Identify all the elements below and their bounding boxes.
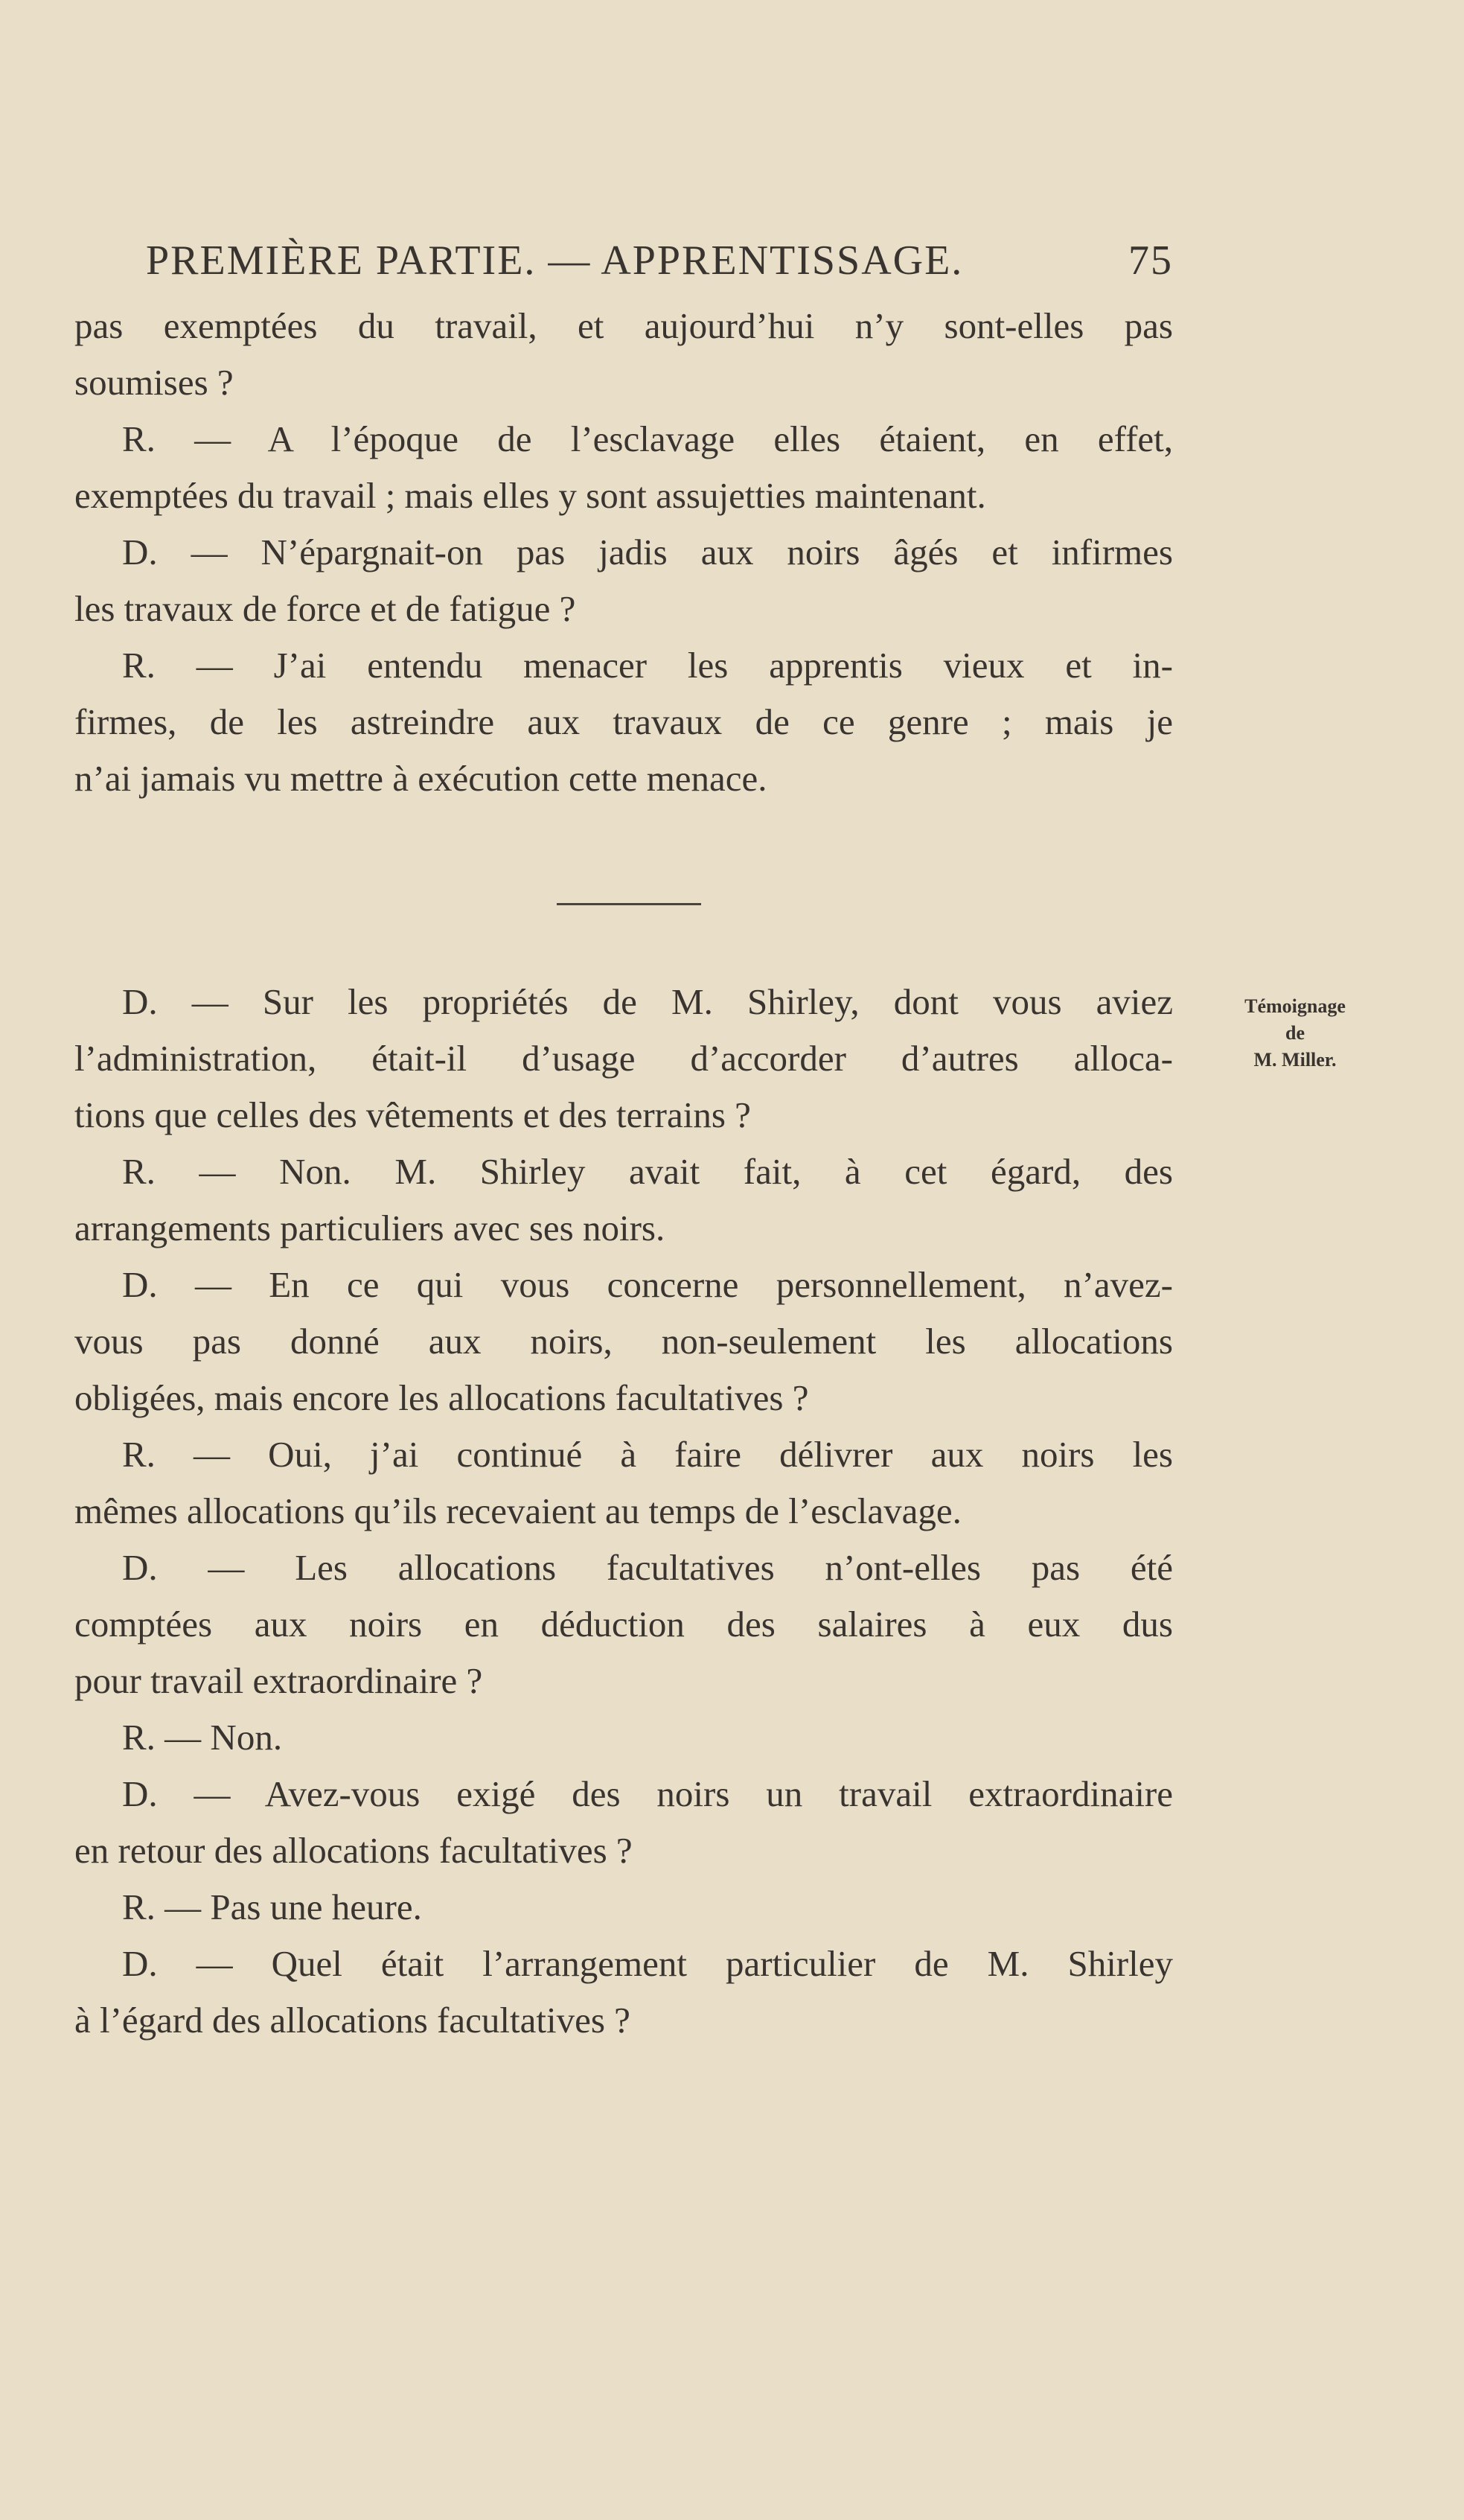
page-number: 75 <box>1128 237 1173 284</box>
margin-note-line: de <box>1285 1022 1305 1044</box>
text-line: D. — En ce qui vous concerne personnellement, n’avez- <box>122 1264 1173 1305</box>
text-line: R. — J’ai entendu menacer les apprentis vieux et in- <box>122 645 1173 686</box>
text-line: D. — Les allocations facultatives n’ont-elles pas été <box>122 1547 1173 1588</box>
text-line: pas exemptées du travail, et aujourd’hui n’y sont-elles pas <box>74 305 1173 346</box>
text-block-miller-testimony <box>74 974 1173 2049</box>
text-line: vous pas donné aux noirs, non-seulement les allocations <box>74 1321 1173 1362</box>
text-line: exemptées du travail ; mais elles y sont assujetties maintenant. <box>74 475 986 516</box>
text-line: les travaux de force et de fatigue ? <box>74 588 576 629</box>
text-line: R. — Pas une heure. <box>122 1886 422 1927</box>
text-line: D. — N’épargnait-on pas jadis aux noirs âgés et infirmes <box>122 532 1173 572</box>
text-line: R. — Non. M. Shirley avait fait, à cet égard, des <box>122 1151 1173 1192</box>
running-header-title: PREMIÈRE PARTIE. — APPRENTISSAGE. <box>146 237 964 284</box>
margin-note-line: M. Miller. <box>1253 1049 1337 1071</box>
text-line: obligées, mais encore les allocations facultatives ? <box>74 1377 809 1418</box>
text-line: R. — Oui, j’ai continué à faire délivrer aux noirs les <box>122 1434 1173 1475</box>
text-line: soumises ? <box>74 362 234 403</box>
text-line: tions que celles des vêtements et des terrains ? <box>74 1094 751 1135</box>
section-divider-rule <box>557 903 701 905</box>
text-block-continued-dialogue <box>74 298 1173 807</box>
text-line: arrangements particuliers avec ses noirs. <box>74 1208 665 1248</box>
text-line: en retour des allocations facultatives ? <box>74 1830 633 1871</box>
text-line: n’ai jamais vu mettre à exécution cette menace. <box>74 758 767 799</box>
text-line: R. — A l’époque de l’esclavage elles étaient, en effet, <box>122 418 1173 459</box>
text-line: D. — Sur les propriétés de M. Shirley, dont vous aviez <box>122 981 1173 1022</box>
margin-note <box>1221 993 1369 1074</box>
running-header <box>146 237 1173 284</box>
text-line: firmes, de les astreindre aux travaux de ce genre ; mais je <box>74 701 1173 742</box>
text-line: D. — Quel était l’arrangement particulier de M. Shirley <box>122 1943 1173 1984</box>
text-line: pour travail extraordinaire ? <box>74 1660 483 1701</box>
text-line: comptées aux noirs en déduction des salaires à eux dus <box>74 1604 1173 1645</box>
text-line: D. — Avez-vous exigé des noirs un travail extraordinaire <box>122 1773 1173 1814</box>
margin-note-line: Témoignage <box>1244 995 1346 1017</box>
text-line: mêmes allocations qu’ils recevaient au temps de l’esclavage. <box>74 1490 962 1531</box>
text-line: à l’égard des allocations facultatives ? <box>74 2000 630 2041</box>
text-line: l’administration, était-il d’usage d’accorder d’autres alloca- <box>74 1038 1173 1079</box>
text-line: R. — Non. <box>122 1717 283 1758</box>
